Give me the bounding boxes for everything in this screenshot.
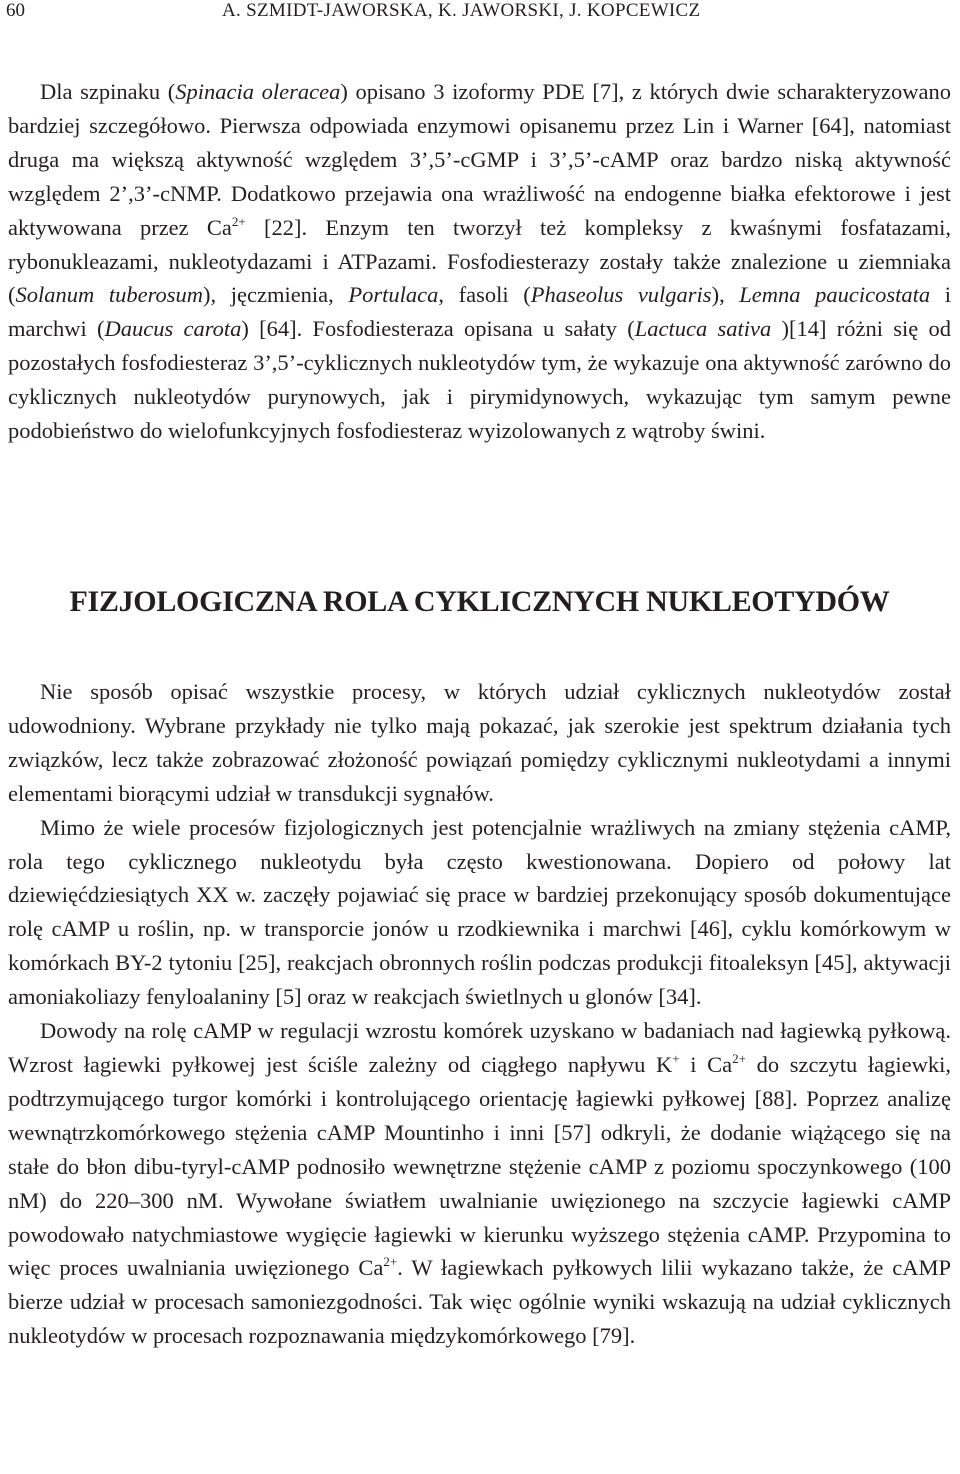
body-text-top <box>8 75 951 448</box>
italic-term: Portulaca <box>348 282 439 308</box>
text-run: ) opisano 3 izoformy PDE [7], z których dwie scharakteryzowano bardziej szczegółowo. Pierwsza odpowiada enzymowi opisanemu przez Lin i Warner [64], natomiast druga ma większą aktywność względem 3’,5’-cGMP i 3’,5’-cAMP oraz bardzo niską aktywność względem 2’,3’-cNMP. Dodatkowo przejawia ona wrażliwość na endogenne białka efektorowe i jest aktywowana przez Ca <box>8 79 951 240</box>
paragraph <box>8 75 951 448</box>
italic-term: Daucus carota <box>104 316 242 342</box>
text-run: Dla szpinaku ( <box>40 79 176 104</box>
page-number: 60 <box>6 0 25 21</box>
italic-term: Spinacia oleracea <box>175 79 341 104</box>
paragraph <box>8 675 951 811</box>
superscript: + <box>672 1050 680 1066</box>
running-head-authors: A. SZMIDT-JAWORSKA, K. JAWORSKI, J. KOPCEWICZ <box>222 0 701 21</box>
paragraph <box>8 1014 951 1353</box>
italic-term: Solanum tuberosum <box>15 282 204 308</box>
section-heading: FIZJOLOGICZNA ROLA CYKLICZNYCH NUKLEOTYDÓW <box>69 585 890 618</box>
text-run: . W łagiewkach pyłkowych lilii wykazano także, że cAMP bierze udział w procesach samoniezgodności. Tak więc ogólnie wyniki wskazują na udział cyklicznych nukleotydów w procesach rozpoznawania międzykomórkowego [79]. <box>8 1255 951 1349</box>
text-run: do szczytu łagiewki, podtrzymującego turgor komórki i kontrolującego orientację łagiewki pyłkowej [88]. Poprzez analizę wewnątrzkomórkowego stężenia cAMP Mountinho i inni [57] odkryli, że dodanie wiążącego się na stałe do błon dibu-tyryl-cAMP podnosiło wewnętrzne stężenie cAMP z poziomu spoczynkowego (100 nM) do 220–300 nM. Wywołane światłem uwalnianie uwięzionego na szczycie łagiewki cAMP powodowało natychmiastowe wygięcie łagiewki w kierunku wyższego stężenia cAMP. Przypomina to więc proces uwalniania uwięzionego Ca <box>8 1051 951 1281</box>
italic-term: Lemna paucicostata <box>739 282 931 308</box>
italic-term: Lactuca sativa <box>634 316 772 342</box>
text-run: Dowody na rolę cAMP w regulacji wzrostu komórek uzyskano w badaniach nad łagiewką pyłkową. Wzrost łagiewki pyłkowej jest ściśle zależny od ciągłego napływu K <box>8 1018 951 1077</box>
text-run: )[14] różni się od pozostałych fosfodiesteraz 3’,5’-cyklicznych nukleotydów tym, że wykazuje ona aktywność zarówno do cyklicznych nukleotydów purynowych, jak i pirymidynowych, wykazując tym samym pewne podobieństwo do wielofunkcyjnych fosfodiesteraz wyizolowanych z wątroby świni. <box>8 316 952 444</box>
text-run: ) [64]. Fosfodiesteraza opisana u sałaty ( <box>241 316 635 342</box>
text-run: [22]. Enzym ten tworzył też kompleksy z kwaśnymi fosfatazami, rybonukleazami, nukleotydazami i ATPazami. Fosfodiesterazy zostały także znalezione u ziemniaka ( <box>8 214 951 308</box>
text-run: i Ca <box>679 1051 733 1077</box>
page-header <box>0 0 960 30</box>
superscript: 2+ <box>383 1254 398 1270</box>
superscript: 2+ <box>231 213 246 229</box>
body-text-bottom <box>8 675 951 1353</box>
text-run: Mimo że wiele procesów fizjologicznych jest potencjalnie wrażliwych na zmiany stężenia cAMP, rola tego cyklicznego nukleotydu była często kwestionowana. Dopiero od połowy lat dziewięćdziesiątych XX w. zaczęły pojawiać się prace w bardziej przekonujący sposób dokumentujące rolę cAMP u roślin, np. w transporcie jonów u rzodkiewnika i marchwi [46], cyklu komórkowym w komórkach BY-2 tytoniu [25], reakcjach obronnych roślin podczas produkcji fitoaleksyn [45], aktywacji amoniakoliazy fenyloalaniny [5] oraz w reakcjach świetlnych u glonów [34]. <box>8 814 951 1010</box>
text-run: ), <box>711 282 740 308</box>
text-run: i marchwi ( <box>8 282 951 342</box>
italic-term: Phaseolus vulgaris <box>530 282 712 308</box>
text-run: , fasoli ( <box>438 282 531 308</box>
text-run: Nie sposób opisać wszystkie procesy, w których udział cyklicznych nukleotydów został udowodniony. Wybrane przykłady nie tylko mają pokazać, jak szerokie jest spektrum działania tych związków, lecz także zobrazować złożoność powiązań pomiędzy cyklicznymi nukleotydami a innymi elementami biorącymi udział w transdukcji sygnałów. <box>8 679 951 806</box>
paragraph <box>8 811 951 1014</box>
superscript: 2+ <box>732 1050 747 1066</box>
text-run: ), jęczmienia, <box>203 282 349 308</box>
